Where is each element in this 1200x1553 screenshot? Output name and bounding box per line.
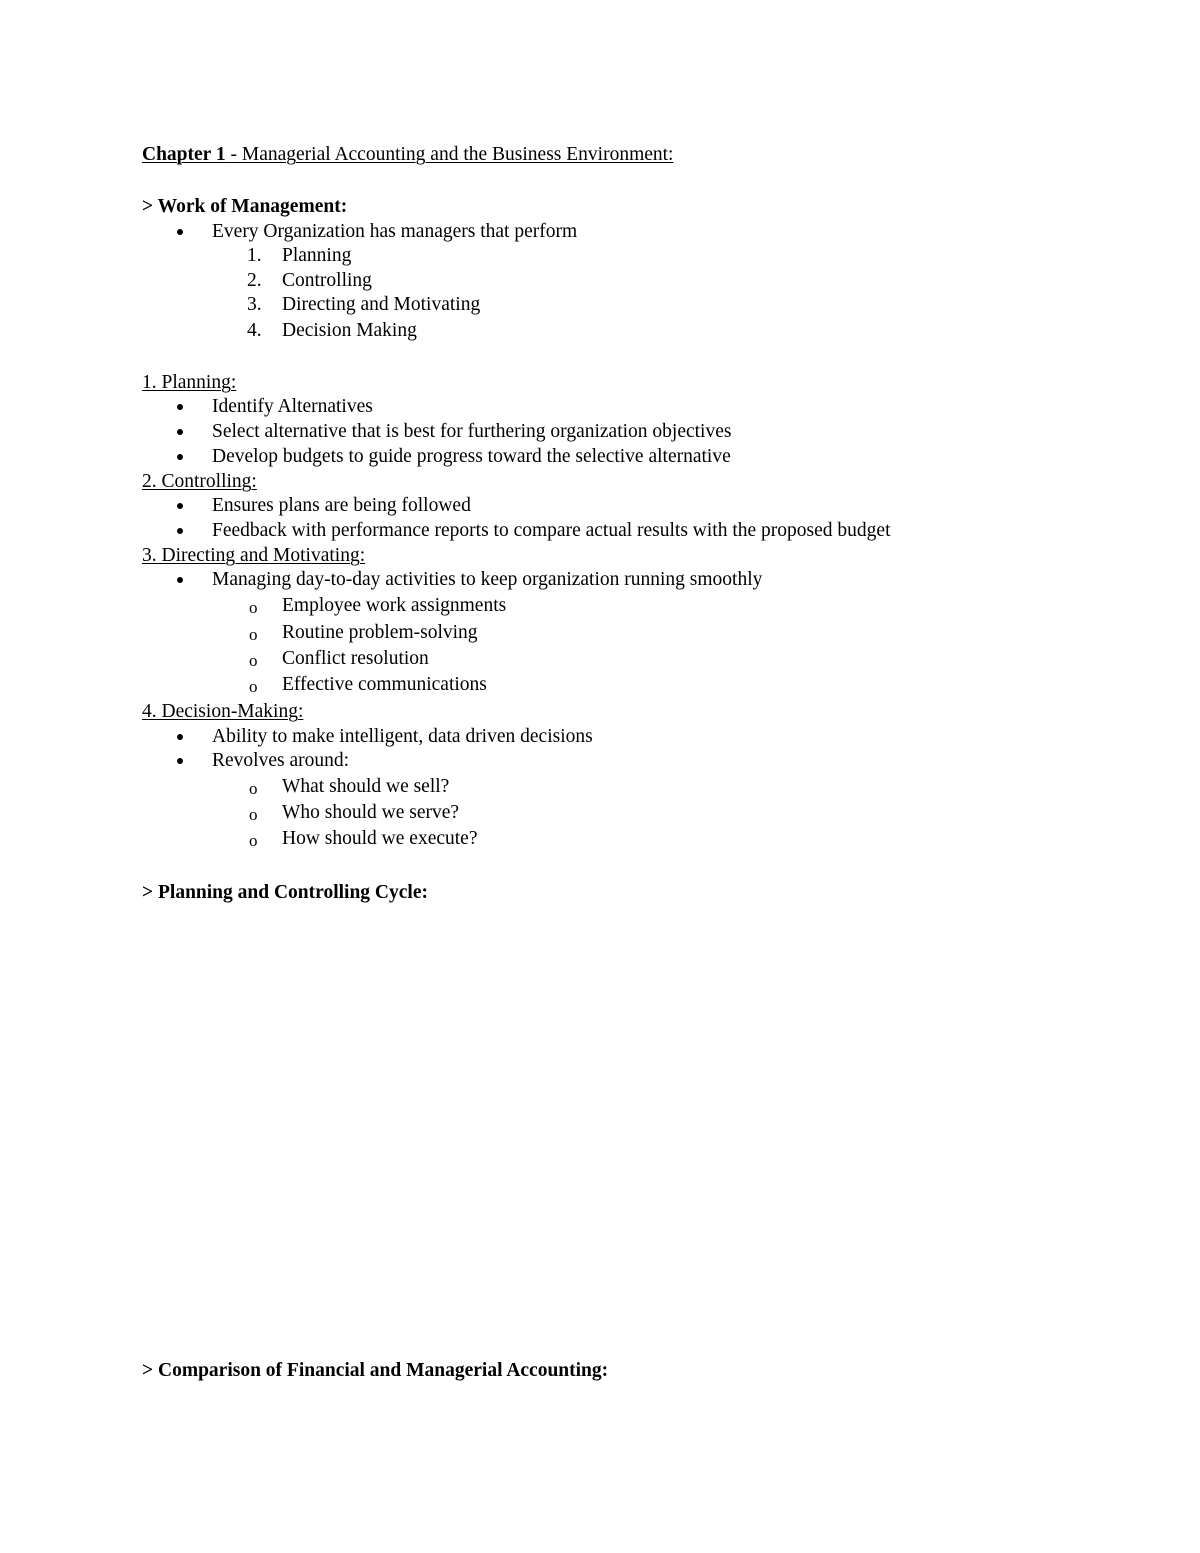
work-of-management-heading bbox=[142, 197, 347, 217]
list-number: 1. bbox=[247, 245, 262, 266]
bullet-icon bbox=[177, 503, 183, 509]
heading-text: Planning and Controlling Cycle: bbox=[158, 882, 428, 903]
list-item: Conflict resolution bbox=[282, 648, 429, 669]
circle-bullet-icon: o bbox=[249, 598, 258, 617]
list-item: Develop budgets to guide progress toward the selective alternative bbox=[212, 446, 731, 467]
list-item: Routine problem-solving bbox=[282, 622, 478, 643]
bullet-icon bbox=[177, 758, 183, 764]
list-item: Controlling bbox=[282, 270, 372, 291]
list-item: Ability to make intelligent, data driven decisions bbox=[212, 726, 593, 747]
page-title bbox=[142, 145, 673, 165]
list-item: Decision Making bbox=[282, 320, 417, 341]
heading-prefix: > bbox=[142, 1360, 158, 1381]
bullet-icon bbox=[177, 528, 183, 534]
chapter-label: Chapter 1 bbox=[142, 144, 226, 165]
controlling-heading: 2. Controlling: bbox=[142, 471, 257, 492]
bullet-icon bbox=[177, 734, 183, 740]
list-item: Every Organization has managers that perform bbox=[212, 221, 578, 242]
list-item: Feedback with performance reports to compare actual results with the proposed budget bbox=[212, 520, 891, 541]
circle-bullet-icon: o bbox=[249, 805, 258, 824]
heading-prefix: > bbox=[142, 196, 158, 217]
list-item: Identify Alternatives bbox=[212, 396, 373, 417]
directing-heading: 3. Directing and Motivating: bbox=[142, 545, 366, 566]
heading-text: Work of Management: bbox=[157, 196, 348, 217]
list-item: How should we execute? bbox=[282, 828, 478, 849]
list-item: Who should we serve? bbox=[282, 802, 460, 823]
circle-bullet-icon: o bbox=[249, 779, 258, 798]
planning-heading: 1. Planning: bbox=[142, 372, 237, 393]
list-item: Revolves around: bbox=[212, 750, 350, 771]
decision-heading: 4. Decision-Making: bbox=[142, 701, 304, 722]
heading-text: Comparison of Financial and Managerial Accounting: bbox=[158, 1360, 609, 1381]
circle-bullet-icon: o bbox=[249, 625, 258, 644]
list-item: Select alternative that is best for furthering organization objectives bbox=[212, 421, 732, 442]
bullet-icon bbox=[177, 454, 183, 460]
list-number: 4. bbox=[247, 320, 262, 341]
list-item: Ensures plans are being followed bbox=[212, 495, 471, 516]
list-item: Effective communications bbox=[282, 674, 487, 695]
list-item: Employee work assignments bbox=[282, 595, 507, 616]
list-item: Planning bbox=[282, 245, 352, 266]
chapter-subtitle: - Managerial Accounting and the Business Environment: bbox=[225, 144, 674, 165]
heading-prefix: > bbox=[142, 882, 158, 903]
circle-bullet-icon: o bbox=[249, 831, 258, 850]
circle-bullet-icon: o bbox=[249, 651, 258, 670]
list-item: What should we sell? bbox=[282, 776, 450, 797]
list-number: 3. bbox=[247, 294, 262, 315]
list-item: Directing and Motivating bbox=[282, 294, 481, 315]
bullet-icon bbox=[177, 577, 183, 583]
bullet-icon bbox=[177, 404, 183, 410]
list-item: Managing day-to-day activities to keep organization running smoothly bbox=[212, 569, 763, 590]
planning-cycle-heading bbox=[142, 883, 428, 903]
circle-bullet-icon: o bbox=[249, 677, 258, 696]
bullet-icon bbox=[177, 429, 183, 435]
comparison-heading bbox=[142, 1361, 608, 1381]
list-number: 2. bbox=[247, 270, 262, 291]
bullet-icon bbox=[177, 229, 183, 235]
